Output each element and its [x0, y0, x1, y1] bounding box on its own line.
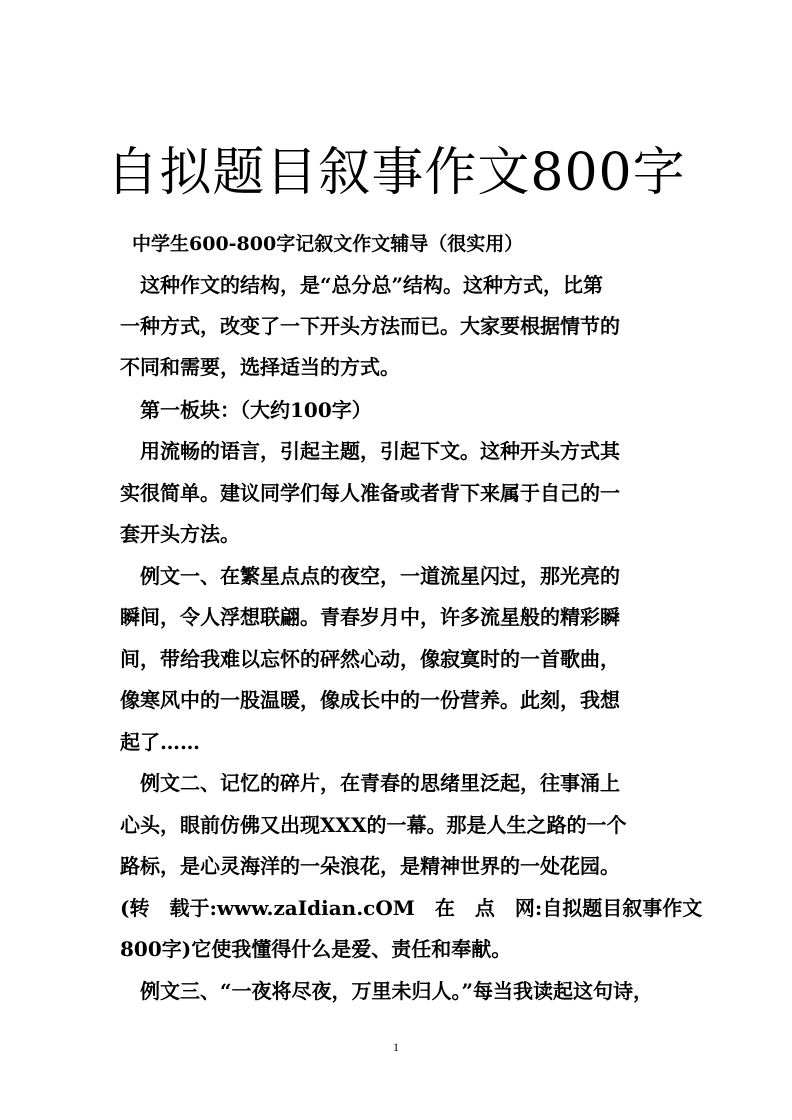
paragraph-line: 例文三、“一夜将尽夜，万里未归人。”每当我读起这句诗， [120, 979, 654, 1003]
document-title: 自拟题目叙事作文800字 [106, 143, 686, 203]
paragraph-line: 实很简单。建议同学们每人准备或者背下来属于自己的一 [120, 481, 620, 505]
paragraph-line: 路标，是心灵海洋的一朵浪花，是精神世界的一处花园。 [120, 854, 620, 878]
paragraph-line: 心头，眼前仿佛又出现XXX的一幕。那是人生之路的一个 [120, 813, 627, 837]
paragraph-line: 第一板块：（大约100字） [120, 398, 372, 422]
paragraph-line: 像寒风中的一股温暖，像成长中的一份营养。此刻，我想 [120, 688, 620, 712]
paragraph-line: 不同和需要，选择适当的方式。 [120, 355, 400, 379]
document-subtitle: 中学生600-800字记叙文作文辅导（很实用） [132, 233, 524, 255]
paragraph-line: 一种方式，改变了一下开头方法而已。大家要根据情节的 [120, 314, 620, 338]
paragraph-line: 用流畅的语言，引起主题，引起下文。这种开头方式其 [120, 439, 620, 463]
paragraph-line: 例文二、记忆的碎片，在青春的思绪里泛起，往事涌上 [120, 771, 620, 795]
paragraph-line: 800字)它使我懂得什么是爱、责任和奉献。 [120, 937, 512, 961]
paragraph-line: (转 载于:www.zaIdian.cOM 在 点 网:自拟题目叙事作文 [120, 896, 703, 920]
paragraph-line: 这种作文的结构，是“总分总”结构。这种方式，比第 [120, 273, 604, 297]
page-number: 1 [393, 1040, 399, 1054]
paragraph-line: 起了…… [120, 730, 200, 754]
paragraph-line: 瞬间，令人浮想联翩。青春岁月中，许多流星般的精彩瞬 [120, 605, 620, 629]
paragraph-line: 套开头方法。 [120, 522, 240, 546]
paragraph-line: 例文一、在繁星点点的夜空，一道流星闪过，那光亮的 [120, 564, 620, 588]
paragraph-line: 间，带给我难以忘怀的砰然心动，像寂寞时的一首歌曲， [120, 647, 620, 671]
